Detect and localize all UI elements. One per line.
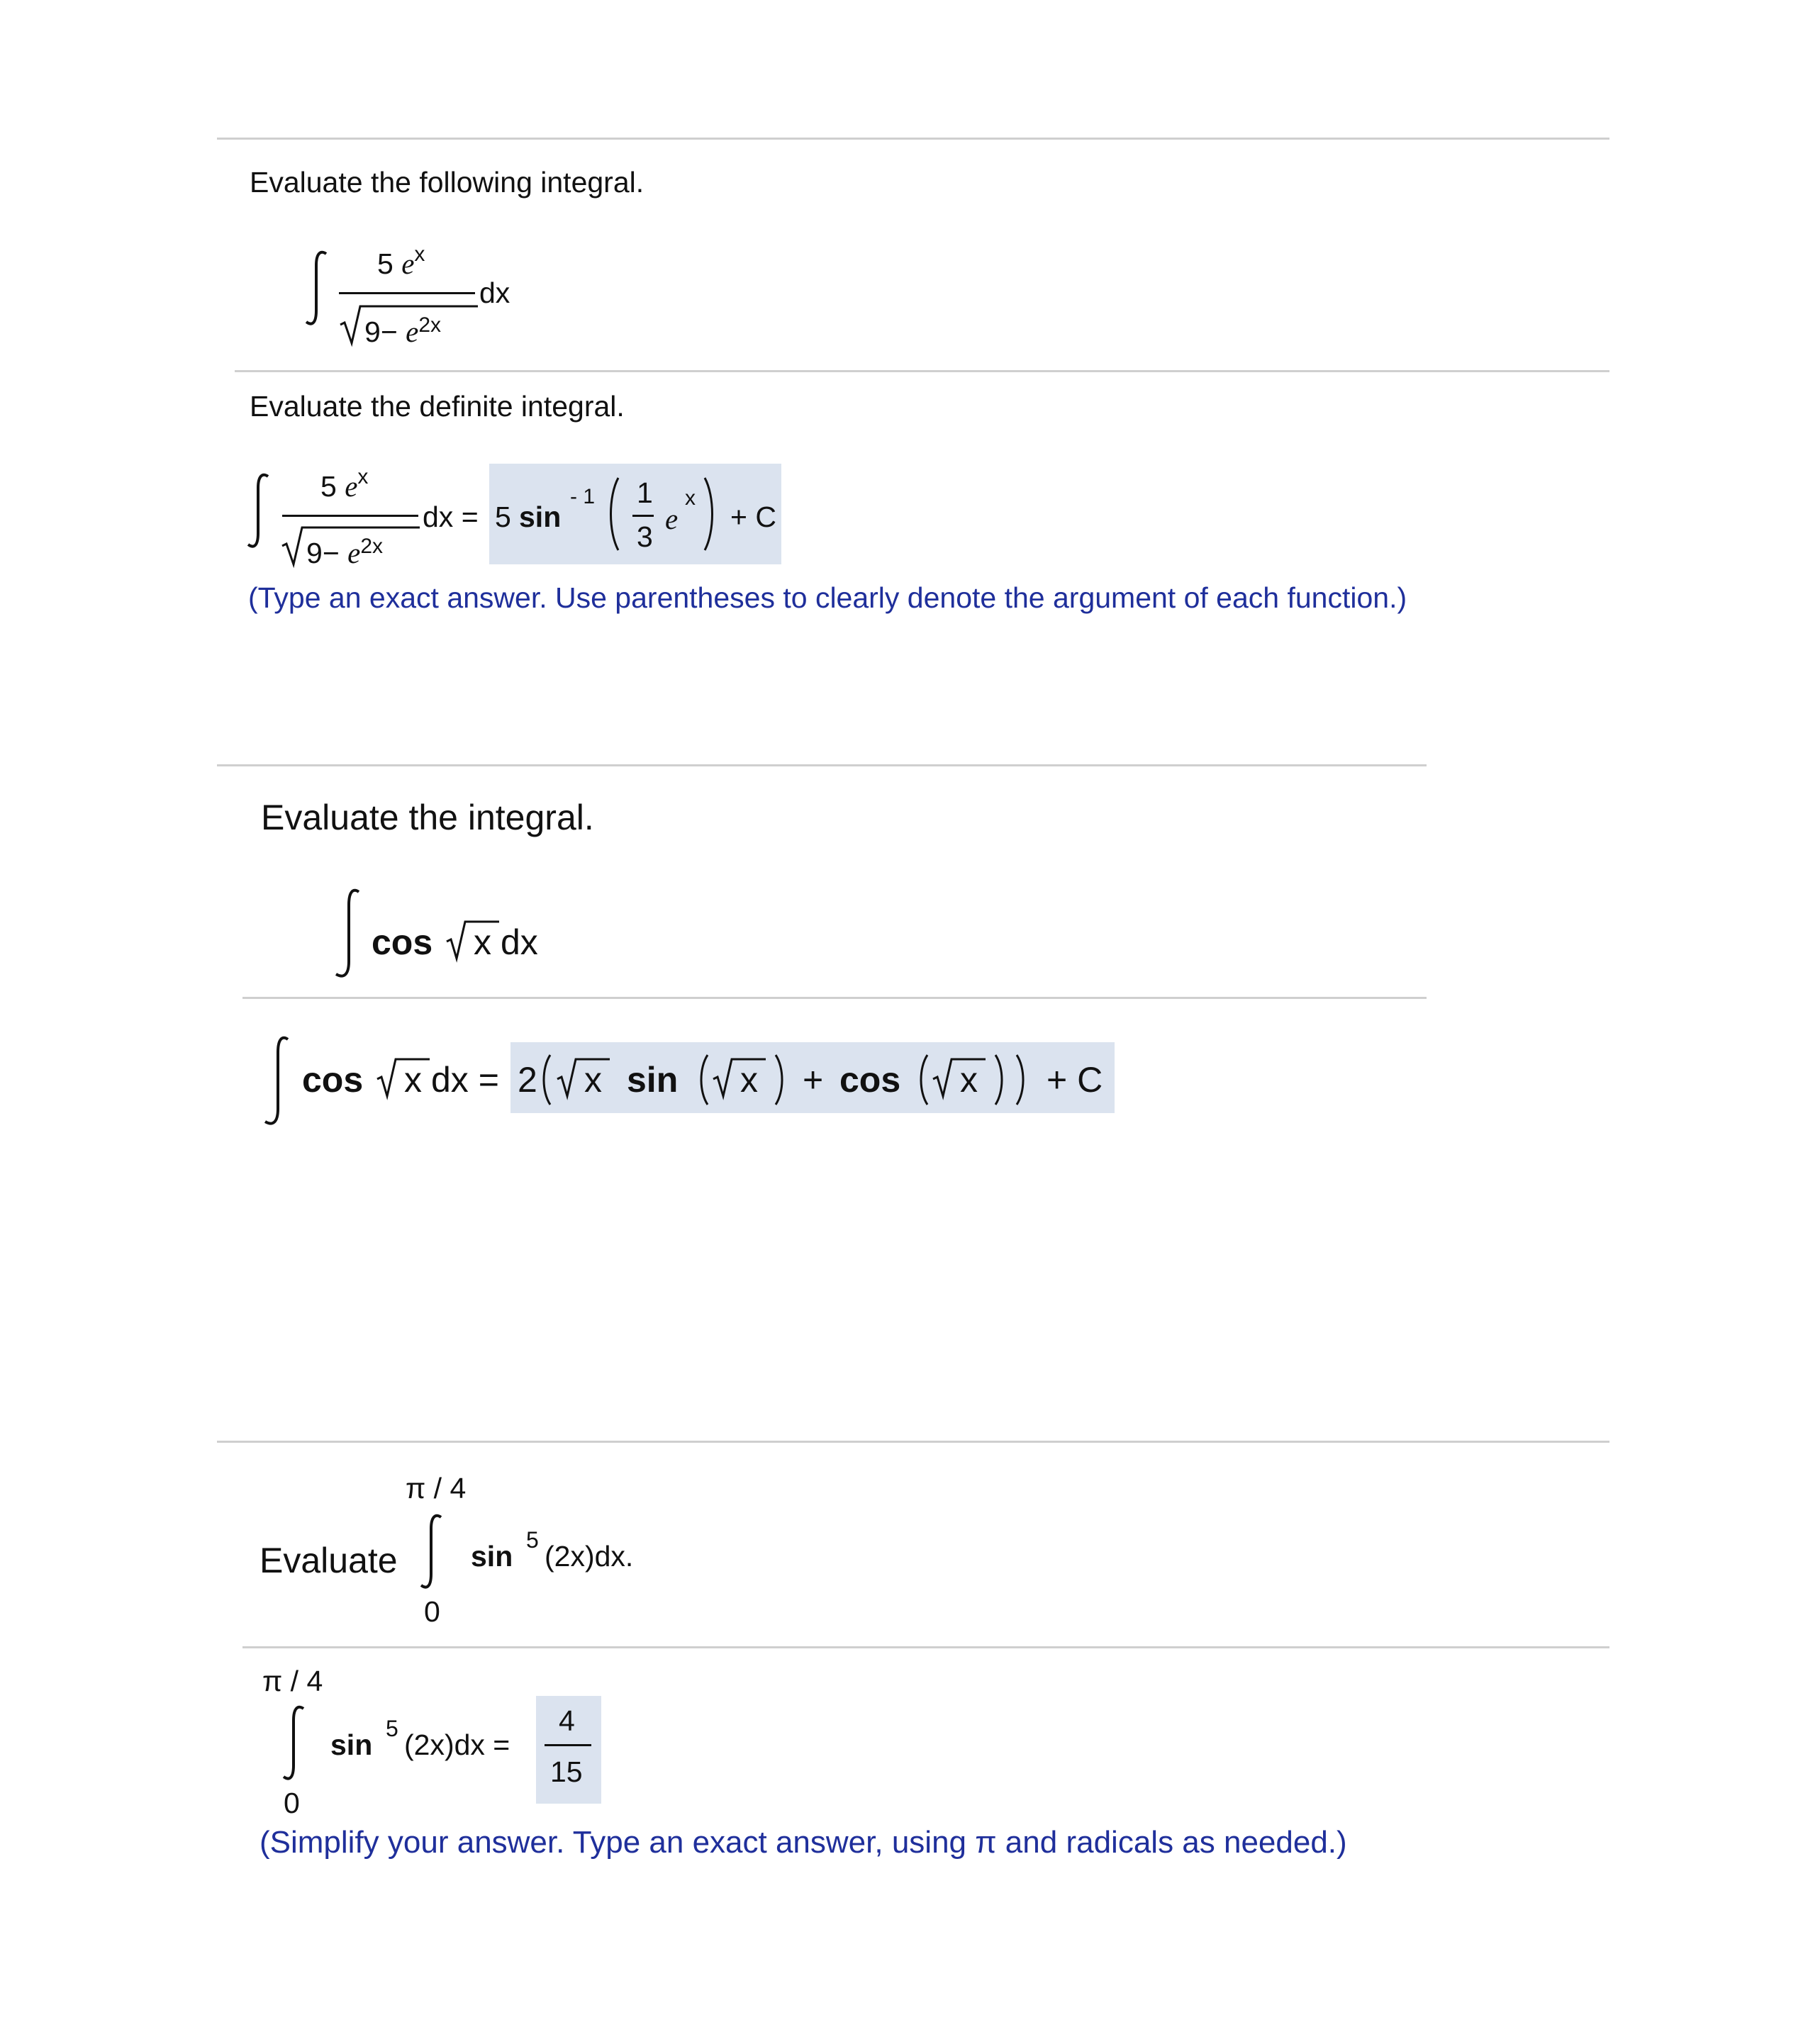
argument-equals: (2x)dx = xyxy=(404,1729,510,1761)
left-paren xyxy=(696,1054,710,1106)
right-paren xyxy=(773,1054,787,1106)
lower-limit: 0 xyxy=(284,1787,300,1819)
left-paren xyxy=(916,1054,930,1106)
problem3-prompt: Evaluate the integral. xyxy=(261,798,594,837)
integral-sign xyxy=(281,1704,309,1782)
divider xyxy=(235,370,1609,372)
answer-inverse: - 1 xyxy=(570,485,596,508)
denominator: $9- e^{2x}$ xyxy=(364,313,442,348)
cos-function: cos xyxy=(372,922,433,962)
plus-sign: + xyxy=(803,1060,824,1100)
differential: dx xyxy=(501,922,538,962)
power: 5 xyxy=(526,1527,539,1553)
numerator: 5 $e^x$ xyxy=(377,242,425,280)
right-paren xyxy=(993,1054,1007,1106)
problem4-hint: (Simplify your answer. Type an exact answer, using π and radicals as needed.) xyxy=(260,1825,1347,1860)
answer-numerator: 4 xyxy=(559,1704,575,1737)
fraction-bar xyxy=(545,1744,591,1746)
cos-function: cos xyxy=(839,1060,901,1100)
problem2-hint: (Type an exact answer. Use parentheses to clearly denote the argument of each function.) xyxy=(248,581,1407,614)
divider xyxy=(242,1646,1609,1648)
right-paren xyxy=(1014,1054,1028,1106)
problem4-prompt: Evaluate xyxy=(260,1541,398,1580)
problem2-prompt: Evaluate the definite integral. xyxy=(250,390,625,423)
divider xyxy=(217,138,1609,140)
integral-sign xyxy=(262,1035,294,1127)
differential-equals: dx = xyxy=(423,501,479,533)
numerator: 5 $e^x$ xyxy=(320,465,369,503)
divider xyxy=(217,764,1427,766)
problem1-prompt: Evaluate the following integral. xyxy=(250,166,644,199)
fraction-bar xyxy=(282,515,418,517)
left-paren xyxy=(539,1054,553,1106)
radicand: x xyxy=(584,1060,602,1100)
fraction-bar xyxy=(339,292,475,294)
answer-exponent: x xyxy=(685,486,696,510)
sin-function: sin xyxy=(330,1729,373,1761)
upper-limit: π / 4 xyxy=(406,1472,467,1504)
fraction-numerator: 1 xyxy=(637,476,653,509)
plus-constant: + C xyxy=(730,501,776,533)
integral-sign xyxy=(303,250,332,328)
answer-coefficient: 2 xyxy=(518,1060,537,1100)
lower-limit: 0 xyxy=(424,1595,440,1628)
answer-sin: sin xyxy=(519,501,562,533)
answer-e: e xyxy=(665,503,679,535)
integral-sign xyxy=(333,888,364,980)
radicand: x xyxy=(960,1060,978,1100)
answer-coefficient: 5 xyxy=(495,501,511,533)
divider xyxy=(217,1441,1609,1443)
cos-function: cos xyxy=(302,1060,364,1100)
radicand: x xyxy=(740,1060,758,1100)
radicand: x xyxy=(474,922,491,962)
sin-function: sin xyxy=(627,1060,679,1100)
power: 5 xyxy=(386,1716,398,1741)
denominator: $9- e^{2x}$ xyxy=(306,535,384,569)
plus-constant: + C xyxy=(1047,1060,1103,1100)
fraction-denominator: 3 xyxy=(637,520,653,553)
argument: (2x)dx. xyxy=(545,1540,634,1573)
integral-sign xyxy=(245,472,274,550)
differential: dx xyxy=(479,277,510,309)
integral-sign xyxy=(418,1513,447,1591)
radicand: x xyxy=(404,1060,422,1100)
fraction-bar xyxy=(632,515,654,517)
upper-limit: π / 4 xyxy=(262,1665,323,1697)
left-paren xyxy=(607,475,621,553)
divider xyxy=(242,997,1427,999)
answer-denominator: 15 xyxy=(550,1755,583,1788)
differential-equals: dx = xyxy=(431,1060,499,1100)
sin-function: sin xyxy=(471,1540,513,1573)
right-paren xyxy=(702,475,716,553)
